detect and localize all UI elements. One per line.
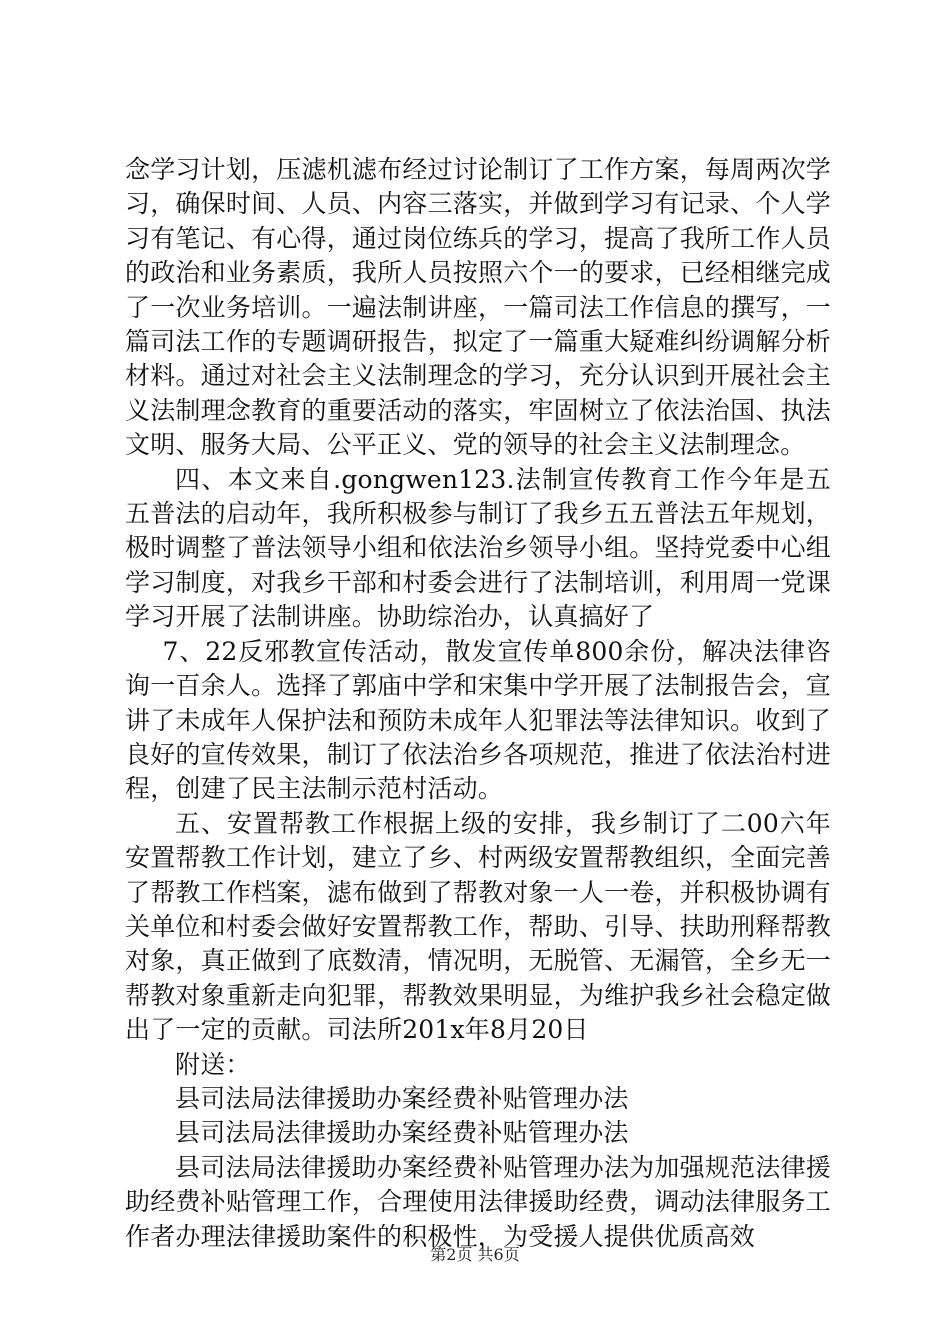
paragraph-anti-cult-campaign: 7、22反邪教宣传活动，散发宣传单800余份，解决法律咨询一百余人。选择了郭庙中学和宋集中学开展了法制报告会，宣讲了未成年人保护法和预防未成年人犯罪法等法律知识。收到了良好的宣传效果，制订了依法治乡各项规范，推进了依法治村进程，创建了民主法制示范村活动。 bbox=[125, 636, 831, 804]
attachment-label: 附送： bbox=[175, 1049, 251, 1079]
paragraph-study-plan: 念学习计划，压滤机滤布经过讨论制订了工作方案，每周两次学习，确保时间、人员、内容三落实，并做到学习有记录、个人学习有笔记、有心得，通过岗位练兵的学习，提高了我所工作人员的政治和业务素质，我所人员按照六个一的要求，已经相继完成了一次业务培训。一遍法制讲座，一篇司法工作信息的撰写，一篇司法工作的专题调研报告，拟定了一篇重大疑难纠纷调解分析材料。通过对社会主义法制理念的学习，充分认识到开展社会主义法制理念教育的重要活动的落实，牢固树立了依法治国、执法文明、服务大局、公平正义、党的领导的社会主义法制理念。 bbox=[125, 155, 831, 460]
paragraph-section-five: 五、安置帮教工作根据上级的安排，我乡制订了二00六年安置帮教工作计划，建立了乡、村两级安置帮教组织，全面完善了帮教工作档案，滤布做到了帮教对象一人一卷，并积极协调有关单位和村委会做好安置帮教工作，帮助、引导、扶助刑释帮教对象，真正做到了底数清，情况明，无脱管、无漏管，全乡无一帮教对象重新走向犯罪，帮教效果明显，为维护我乡社会稳定做出了一定的贡献。司法所201x年8月20日 bbox=[125, 808, 831, 1045]
paragraph-attachment-body: 县司法局法律援助办案经费补贴管理办法为加强规范法律援助经费补贴管理工作，合理使用法律援助经费，调动法律服务工作者办理法律援助案件的积极性，为受援人提供优质高效 bbox=[125, 1152, 831, 1251]
paragraph-section-four: 四、本文来自.gongwen123.法制宣传教育工作今年是五五普法的启动年，我所积极参与制订了我乡五五普法五年规划，极时调整了普法领导小组和依法治乡领导小组。坚持党委中心组学习制度，对我乡干部和村委会进行了法制培训，利用周一党课学习开展了法制讲座。协助综治办，认真搞好了 bbox=[125, 464, 831, 632]
document-body bbox=[125, 153, 831, 1254]
page-number-footer: 第2页 共6页 bbox=[430, 1245, 520, 1264]
attachment-title: 县司法局法律援助办案经费补贴管理办法 bbox=[175, 1083, 629, 1113]
attachment-title-repeat: 县司法局法律援助办案经费补贴管理办法 bbox=[175, 1118, 629, 1148]
